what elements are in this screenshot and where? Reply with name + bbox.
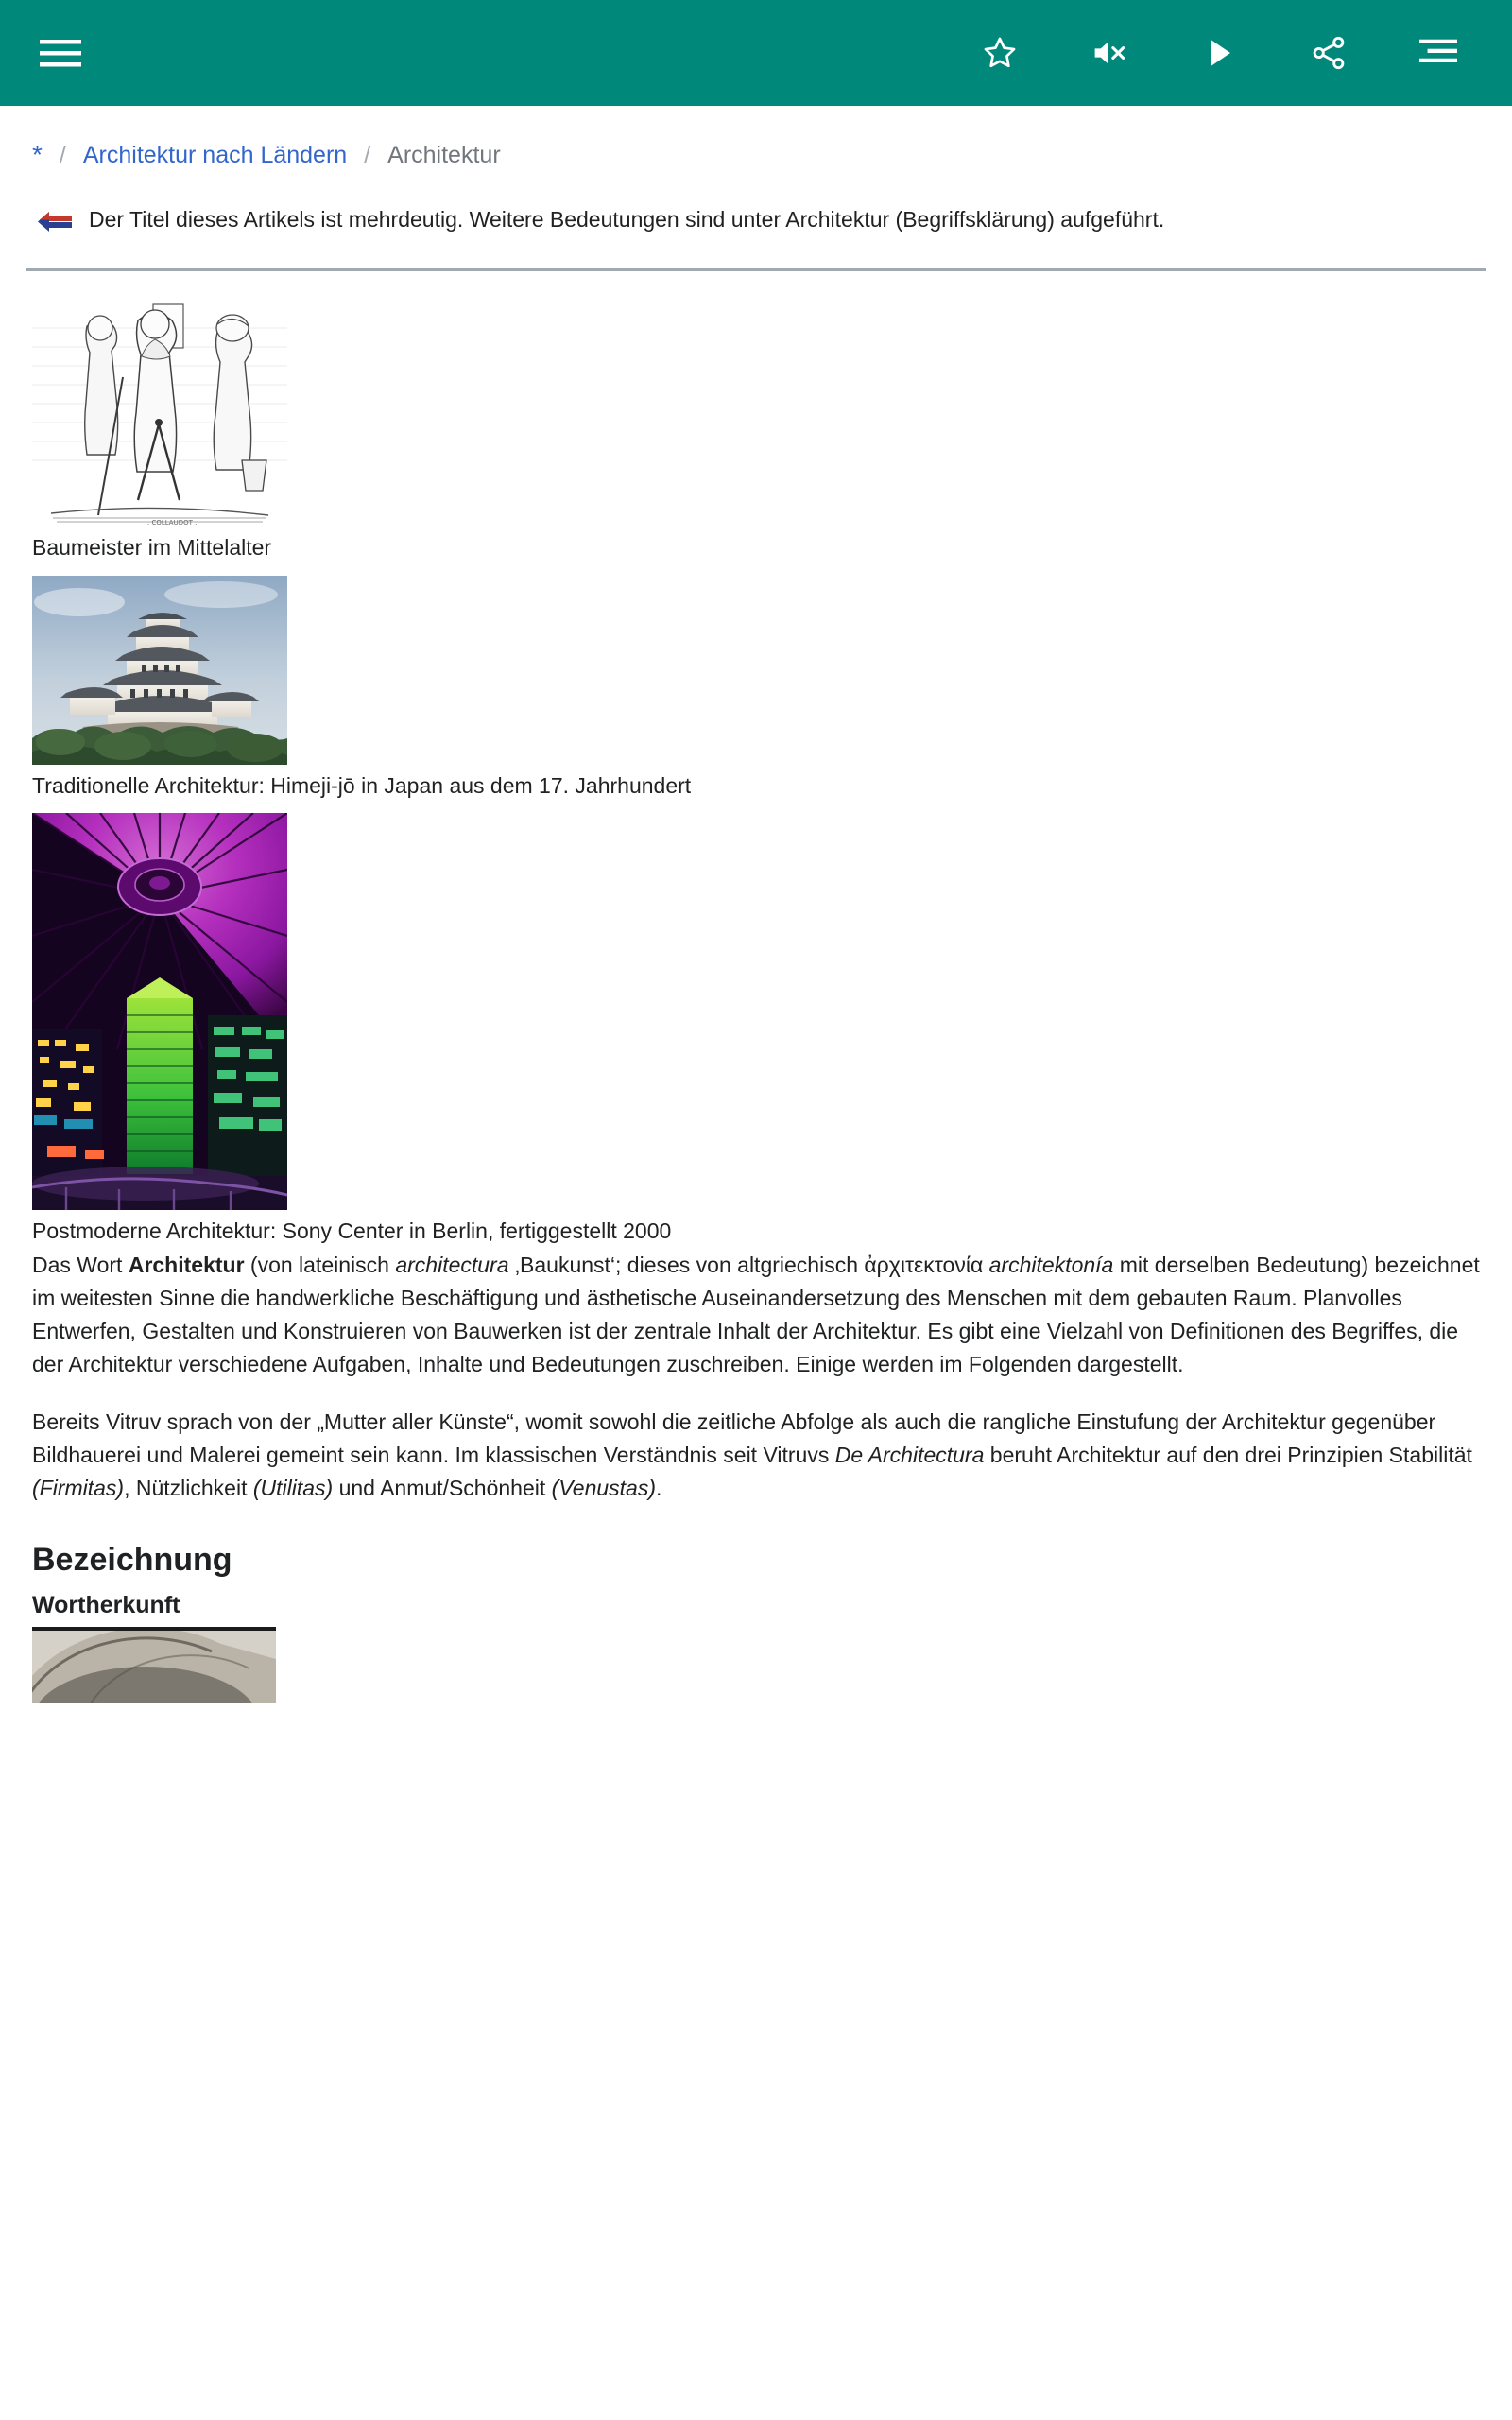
- app-bar-left: [34, 26, 87, 79]
- figure-caption: Postmoderne Architektur: Sony Center in Berlin, fertiggestellt 2000: [32, 1218, 672, 1243]
- content-divider: [26, 268, 1486, 271]
- para2-italic-2: (Firmitas): [32, 1475, 125, 1500]
- share-icon[interactable]: [1302, 26, 1355, 79]
- mute-speaker-icon[interactable]: [1083, 26, 1136, 79]
- article-content: [0, 290, 1512, 1703]
- figure-caption: Traditionelle Architektur: Himeji-jō in Japan aus dem 17. Jahrhundert: [32, 772, 692, 798]
- para2-part3: , Nützlichkeit: [124, 1475, 253, 1500]
- para1-part2: (von lateinisch: [244, 1253, 396, 1278]
- article-bold-term: Architektur: [128, 1253, 245, 1278]
- sony-center-berlin-night-photo[interactable]: [32, 813, 287, 1210]
- disambiguation-hatnote: [0, 187, 1512, 242]
- figure-himeji: [32, 576, 1480, 802]
- para2-part5: .: [656, 1475, 662, 1500]
- para1-part4: mit derselben Bedeutung) bezeichnet im weitesten Sinne die handwerkliche Beschäftigung und ästhetische Auseinandersetzung des Menschen mit dem gebauten Raum. Planvolles Entwerfen, Gestalten und Konstruieren von Bauwerken ist der zentrale Inhalt der Architektur. Es gibt eine Vielzahl von Definitionen des Begriffes, die der Architektur verschiedene Aufgaben, Inhalte und Bedeutungen zuschreiben. Einige werden im Folgenden dargestellt.: [32, 1253, 1480, 1377]
- svg-text:. COLLAUDOT .: . COLLAUDOT .: [147, 519, 198, 527]
- breadcrumb-current: Architektur: [387, 141, 501, 168]
- breadcrumb-separator: /: [59, 141, 66, 168]
- vault-ceiling-photo[interactable]: [32, 1627, 276, 1703]
- table-of-contents-icon[interactable]: [1412, 26, 1465, 79]
- breadcrumb-home[interactable]: *: [32, 140, 43, 169]
- para2-part4: und Anmut/Schönheit: [333, 1475, 552, 1500]
- figure-baumeister: [32, 290, 1480, 563]
- para2-part2: beruht Architektur auf den drei Prinzipien Stabilität: [984, 1442, 1472, 1467]
- para2-italic-3: (Utilitas): [252, 1475, 334, 1500]
- play-icon[interactable]: [1193, 26, 1246, 79]
- article-paragraph-1: [32, 1247, 1480, 1381]
- breadcrumb: [0, 106, 1512, 187]
- para2-italic-4: (Venustas): [551, 1475, 657, 1500]
- para1-italic-1: architectura: [395, 1253, 509, 1278]
- subsection-heading-wortherkunft: Wortherkunft: [32, 1592, 180, 1619]
- para2-part1: Bereits Vitruv sprach von der „Mutter aller Künste“, womit sowohl die zeitliche Abfolge als auch die rangliche Einstufung der Architektur gegenüber Bildhauerei und Malerei gemeint sein kann. Im klassischen Verständnis seit Vitruvs: [32, 1409, 1436, 1467]
- para2-italic-1: De Architectura: [834, 1442, 985, 1467]
- breadcrumb-separator: /: [364, 141, 371, 168]
- para1-part1: Das Wort: [32, 1253, 129, 1278]
- hamburger-menu-icon[interactable]: [34, 26, 87, 79]
- breadcrumb-parent[interactable]: Architektur nach Ländern: [82, 141, 348, 168]
- figure-caption: Baumeister im Mittelalter: [32, 535, 272, 561]
- para1-part3: ‚Baukunst‘; dieses von altgriechisch ἀρχιτεκτονία: [508, 1253, 989, 1278]
- section-heading-bezeichnung: Bezeichnung: [32, 1541, 232, 1578]
- article-paragraph-2: [32, 1381, 1480, 1505]
- medieval-master-builders-engraving[interactable]: [32, 290, 287, 527]
- app-bar-actions: [973, 26, 1478, 79]
- figure-sony-center: [32, 813, 1480, 1247]
- app-bar: [0, 0, 1512, 106]
- himeji-castle-photo[interactable]: [32, 576, 287, 765]
- para1-italic-2: architektonía: [988, 1253, 1114, 1278]
- hatnote-text: Der Titel dieses Artikels ist mehrdeutig. Weitere Bedeutungen sind unter Architektur (Begriffsklärung) aufgeführt.: [89, 207, 1165, 232]
- figure-vault: [32, 1627, 1480, 1703]
- watchlist-star-icon[interactable]: [973, 26, 1026, 79]
- disambiguation-icon: [36, 204, 74, 242]
